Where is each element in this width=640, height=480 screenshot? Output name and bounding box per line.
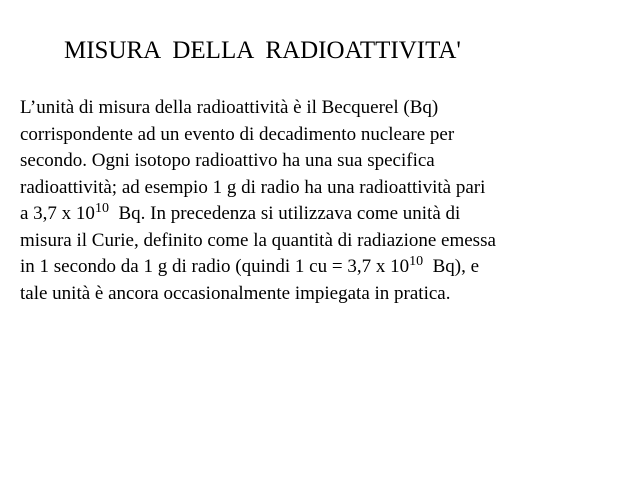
paragraph-line-2: corrispondente ad un evento di decadimento nucleare per	[20, 123, 455, 145]
paragraph-line-3: secondo. Ogni isotopo radioattivo ha una sua specifica	[20, 150, 435, 171]
paragraph-line-6: misura il Curie, definito come la quantità di radiazione emessa	[20, 229, 496, 251]
paragraph-line-7	[20, 254, 635, 281]
line-7-text-start: in 1 secondo da 1 g di radio (quindi 1 cu = 3,7 x 10	[20, 256, 410, 277]
body-paragraph	[20, 95, 635, 307]
slide-title: MISURA DELLA RADIOATTIVITA'	[64, 37, 461, 64]
exponent-superscript: 10	[94, 201, 109, 216]
line-5-text-end: Bq. In precedenza si utilizzava come unità di	[108, 203, 461, 224]
line-7-text-end: Bq), e	[423, 256, 480, 277]
line-5-text-start: a 3,7 x 10	[20, 203, 95, 224]
paragraph-line-8: tale unità è ancora occasionalmente impiegata in pratica.	[20, 282, 451, 304]
exponent-superscript: 10	[409, 254, 424, 269]
paragraph-line-4: radioattività; ad esempio 1 g di radio ha una radioattività pari	[20, 176, 486, 198]
paragraph-line-5	[20, 201, 635, 228]
paragraph-line-1: L’unità di misura della radioattività è il Becquerel (Bq)	[20, 97, 439, 118]
